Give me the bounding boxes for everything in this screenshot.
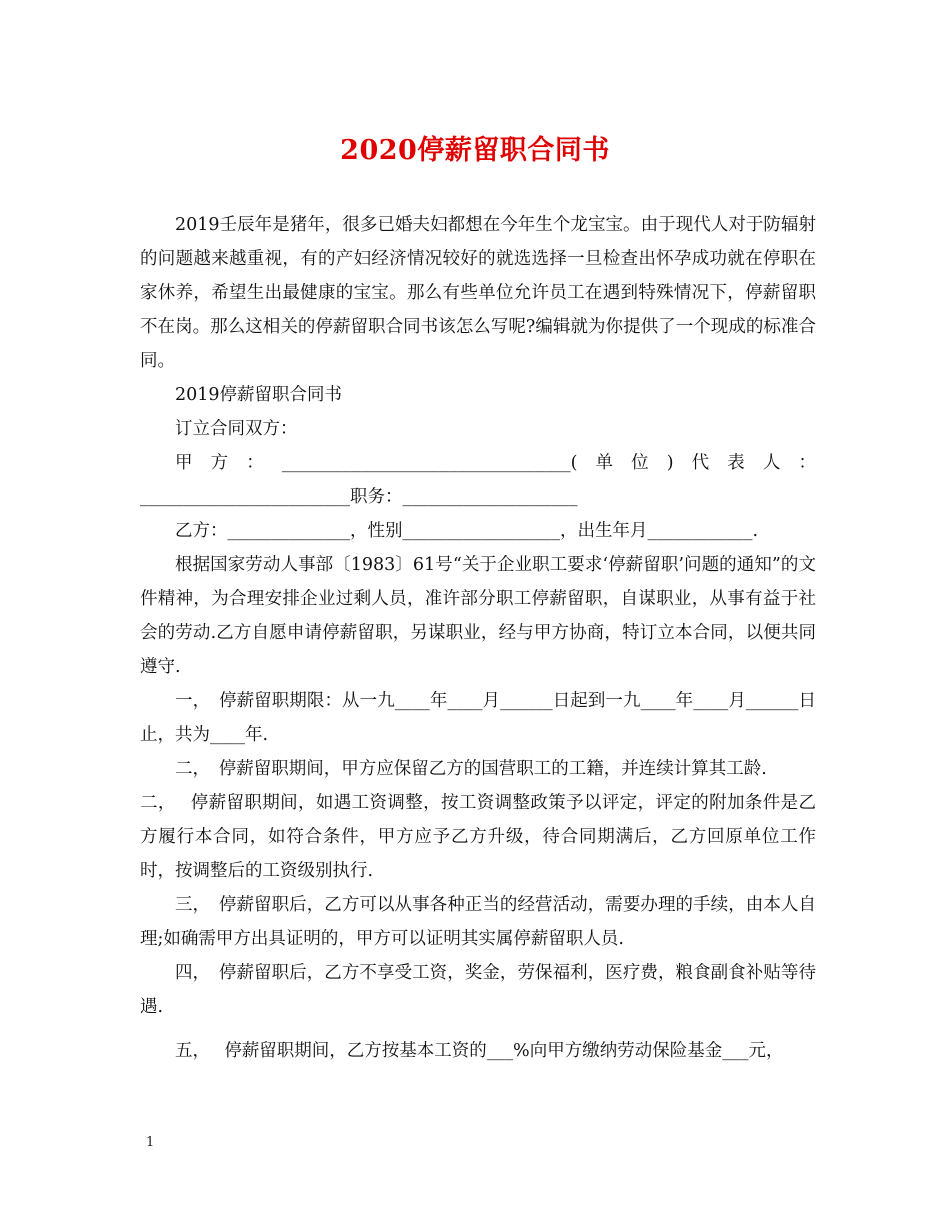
basis-paragraph: 根据国家劳动人事部〔1983〕61号“关于企业职工要求‘停薪留职’问题的通知”的文件精神，为合理安排企业过剩人员，准许部分职工停薪留职，自谋职业，从事有益于社会的劳动.乙方自愿申请停薪留职，另谋职业，经与甲方协商，特订立本合同，以便共同遵守. [140,555,816,677]
clause-4: 四， 停薪留职后，乙方不享受工资，奖金，劳保福利，医疗费，粮食副食补贴等待遇. [140,963,816,1017]
document-title: 2020停薪留职合同书 [340,135,610,166]
clause-2: 二， 停薪留职期间，甲方应保留乙方的国营职工的工籍，并连续计算其工龄. [175,759,767,779]
document-body [140,208,816,1068]
clause-5: 五， 停薪留职期间，乙方按基本工资的___%向甲方缴纳劳动保险基金___元， [175,1041,784,1061]
clause-3: 三， 停薪留职后，乙方可以从事各种正当的经营活动，需要办理的手续，由本人自理;如确需甲方出具证明的，甲方可以证明其实属停薪留职人员. [140,895,816,949]
parties-label: 订立合同双方： [175,419,298,439]
clause-1: 一， 停薪留职期限：从一九____年____月______日起到一九____年____月______日止，共为____年. [140,691,816,745]
clause-2b: 二， 停薪留职期间，如遇工资调整，按工资调整政策予以评定，评定的附加条件是乙方履行本合同，如符合条件，甲方应予乙方升级，待合同期满后，乙方回原单位工作时，按调整后的工资级别执行. [140,793,816,881]
party-b-line: 乙方：______________，性别__________________，出生年月____________. [175,521,759,541]
party-a-line: 甲方：_________________________________(单位)代表人：________________________职务：____________________ [140,453,816,507]
page-number: 1 [146,1135,155,1150]
intro-paragraph: 2019壬辰年是猪年，很多已婚夫妇都想在今年生个龙宝宝。由于现代人对于防辐射的问题越来越重视，有的产妇经济情况较好的就选选择一旦检查出怀孕成功就在停职在家休养，希望生出最健康的宝宝。那么有些单位允许员工在遇到特殊情况下，停薪留职不在岗。那么这相关的停薪留职合同书该怎么写呢?编辑就为你提供了一个现成的标准合同。 [140,215,816,371]
contract-heading: 2019停薪留职合同书 [175,385,343,405]
